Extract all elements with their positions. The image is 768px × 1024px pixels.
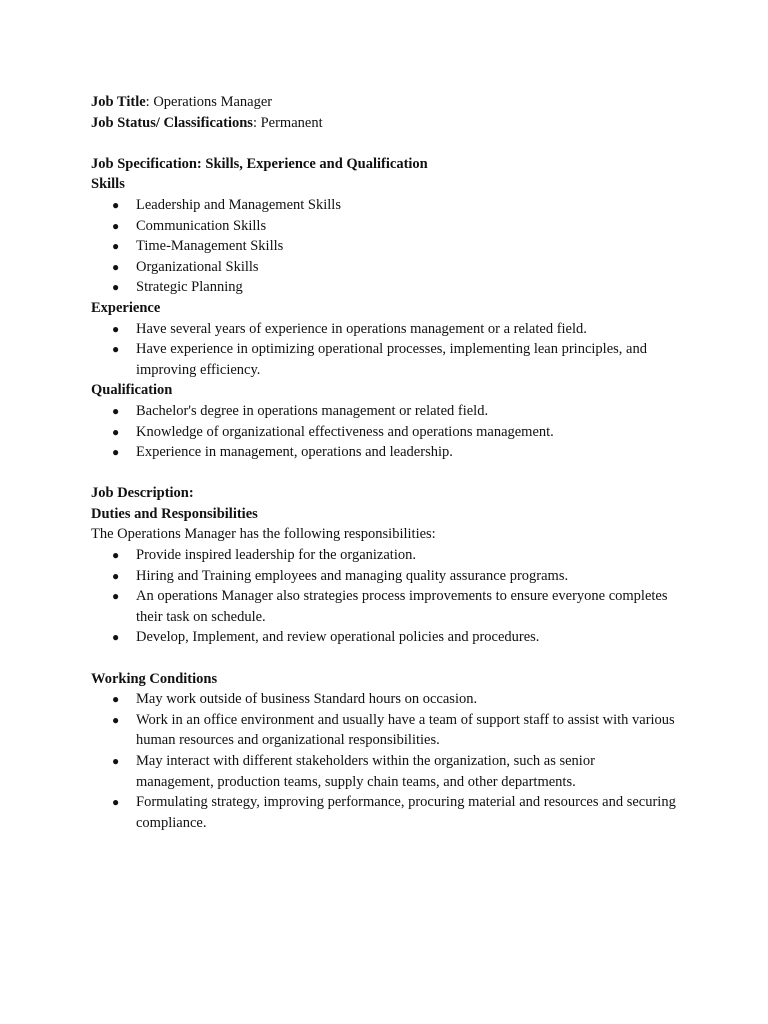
list-item-text: Time-Management Skills bbox=[136, 238, 284, 255]
bullet-icon: ● bbox=[112, 548, 120, 563]
spacer bbox=[91, 463, 691, 484]
document-page bbox=[91, 92, 691, 833]
bullet-icon: ● bbox=[112, 239, 120, 254]
bullet-icon: ● bbox=[112, 568, 120, 583]
duties-heading: Duties and Responsibilities bbox=[91, 505, 258, 522]
list-item-text: Develop, Implement, and review operational policies and procedures. bbox=[136, 629, 540, 646]
list-item-text: Experience in management, operations and leadership. bbox=[136, 444, 453, 461]
qualification-list bbox=[91, 401, 691, 463]
job-status-value: : Permanent bbox=[252, 114, 323, 131]
list-item bbox=[91, 566, 691, 587]
list-item-text: Bachelor's degree in operations management or related field. bbox=[136, 402, 489, 419]
working-conditions-heading: Working Conditions bbox=[91, 670, 218, 687]
bullet-icon: ● bbox=[112, 589, 120, 604]
list-item-text: Formulating strategy, improving performance, procuring material and resources and securing compliance. bbox=[136, 794, 676, 831]
job-status-label: Job Status/ Classifications bbox=[91, 114, 253, 131]
list-item-text: Communication Skills bbox=[136, 217, 267, 234]
list-item bbox=[91, 627, 691, 648]
job-title-value: : Operations Manager bbox=[145, 94, 273, 110]
list-item-text: Organizational Skills bbox=[136, 258, 259, 275]
bullet-icon: ● bbox=[112, 795, 120, 810]
description-heading: Job Description: bbox=[91, 485, 194, 502]
bullet-icon: ● bbox=[112, 197, 120, 212]
list-item bbox=[91, 545, 691, 566]
spacer bbox=[91, 648, 691, 669]
bullet-icon: ● bbox=[112, 630, 120, 645]
list-item bbox=[91, 689, 691, 710]
bullet-icon: ● bbox=[112, 218, 120, 233]
list-item-text: Have several years of experience in operations management or a related field. bbox=[136, 320, 587, 337]
experience-list bbox=[91, 319, 691, 381]
qualification-heading: Qualification bbox=[91, 382, 173, 399]
list-item bbox=[91, 339, 691, 380]
experience-heading: Experience bbox=[91, 299, 161, 316]
bullet-icon: ● bbox=[112, 403, 120, 418]
duties-intro: The Operations Manager has the following responsibilities: bbox=[91, 526, 436, 543]
bullet-icon: ● bbox=[112, 692, 120, 707]
list-item bbox=[91, 586, 691, 627]
job-title-label: Job Title bbox=[91, 94, 146, 110]
job-status-line bbox=[91, 113, 691, 134]
list-item bbox=[91, 422, 691, 443]
list-item bbox=[91, 195, 691, 216]
bullet-icon: ● bbox=[112, 754, 120, 768]
list-item bbox=[91, 319, 691, 340]
list-item-text: Have experience in optimizing operational processes, implementing lean principles, and improving efficiency. bbox=[136, 341, 647, 378]
list-item bbox=[91, 401, 691, 422]
list-item bbox=[91, 751, 691, 792]
list-item bbox=[91, 257, 691, 278]
skills-list bbox=[91, 195, 691, 298]
specification-heading: Job Specification: Skills, Experience and Qualification bbox=[91, 155, 428, 172]
bullet-icon: ● bbox=[112, 259, 120, 274]
list-item bbox=[91, 792, 691, 833]
list-item bbox=[91, 216, 691, 237]
bullet-icon: ● bbox=[112, 712, 120, 727]
list-item-text: Strategic Planning bbox=[136, 279, 243, 296]
bullet-icon: ● bbox=[112, 280, 120, 295]
list-item bbox=[91, 710, 691, 751]
list-item-text: Provide inspired leadership for the organization. bbox=[136, 547, 416, 564]
job-title-line bbox=[91, 92, 691, 113]
list-item bbox=[91, 442, 691, 463]
list-item-text: Hiring and Training employees and managing quality assurance programs. bbox=[136, 567, 569, 584]
skills-heading: Skills bbox=[91, 176, 125, 193]
list-item-text: Knowledge of organizational effectiveness and operations management. bbox=[136, 423, 554, 440]
list-item-text: May work outside of business Standard hours on occasion. bbox=[136, 691, 478, 708]
spacer bbox=[91, 133, 691, 154]
list-item bbox=[91, 236, 691, 257]
duties-list bbox=[91, 545, 691, 648]
bullet-icon: ● bbox=[112, 445, 120, 460]
list-item-text: Work in an office environment and usually have a team of support staff to assist with various human resources and organizational responsibilities. bbox=[136, 711, 675, 749]
bullet-icon: ● bbox=[112, 321, 120, 336]
list-item bbox=[91, 277, 691, 298]
list-item-text: Leadership and Management Skills bbox=[136, 196, 341, 213]
bullet-icon: ● bbox=[112, 342, 120, 357]
working-conditions-list bbox=[91, 689, 691, 833]
list-item-text: An operations Manager also strategies process improvements to ensure everyone completes their task on schedule. bbox=[136, 588, 668, 625]
list-item-text: May interact with different stakeholders within the organization, such as senior management, production teams, supply chain teams, and other departments. bbox=[136, 753, 595, 790]
bullet-icon: ● bbox=[112, 424, 120, 439]
